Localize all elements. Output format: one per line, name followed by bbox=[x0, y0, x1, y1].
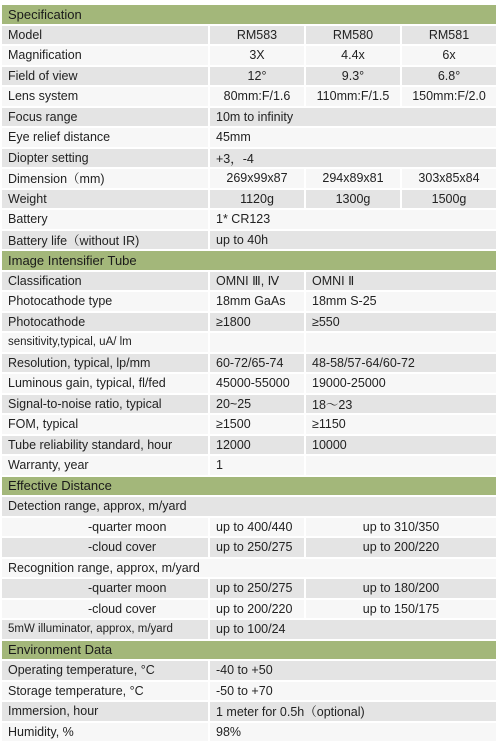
row-dimension: Dimension（mm) 269x99x87 294x89x81 303x85x84 bbox=[2, 169, 496, 188]
row-magnification: Magnification 3X 4.4x 6x bbox=[2, 46, 496, 65]
row-focus-range: Focus range 10m to infinity bbox=[2, 108, 496, 127]
row-signal-to-noise: Signal-to-noise ratio, typical 20~25 18～23 bbox=[2, 395, 496, 414]
row-battery-life: Battery life（without IR) up to 40h bbox=[2, 231, 496, 250]
row-photocathode-type: Photocathode type 18mm GaAs 18mm S-25 bbox=[2, 292, 496, 311]
section-header-environment: Environment Data bbox=[2, 641, 496, 660]
row-lens-system: Lens system 80mm:F/1.6 110mm:F/1.5 150mm:F/2.0 bbox=[2, 87, 496, 106]
row-recognition-quarter-moon: -quarter moon up to 250/275 up to 180/200 bbox=[2, 579, 496, 598]
row-diopter: Diopter setting +3，-4 bbox=[2, 149, 496, 168]
row-battery: Battery 1* CR123 bbox=[2, 210, 496, 229]
row-luminous-gain: Luminous gain, typical, fl/fed 45000-55000 19000-25000 bbox=[2, 374, 496, 393]
row-operating-temperature: Operating temperature, °C -40 to +50 bbox=[2, 661, 496, 680]
row-fom: FOM, typical ≥1500 ≥1150 bbox=[2, 415, 496, 434]
row-photocathode: Photocathode ≥1800 ≥550 bbox=[2, 313, 496, 332]
row-field-of-view: Field of view 12° 9.3° 6.8° bbox=[2, 67, 496, 86]
row-warranty: Warranty, year 1 bbox=[2, 456, 496, 475]
row-weight: Weight 1120g 1300g 1500g bbox=[2, 190, 496, 209]
row-tube-reliability: Tube reliability standard, hour 12000 10000 bbox=[2, 436, 496, 455]
row-resolution: Resolution, typical, lp/mm 60-72/65-74 48-58/57-64/60-72 bbox=[2, 354, 496, 373]
row-illuminator: 5mW illuminator, approx, m/yard up to 100/24 bbox=[2, 620, 496, 639]
row-eye-relief: Eye relief distance 45mm bbox=[2, 128, 496, 147]
row-model: Model RM583 RM580 RM581 bbox=[2, 26, 496, 45]
spec-table bbox=[2, 3, 496, 743]
row-recognition-range: Recognition range, approx, m/yard bbox=[2, 559, 496, 578]
row-humidity: Humidity, % 98% bbox=[2, 723, 496, 742]
row-detection-range: Detection range, approx, m/yard bbox=[2, 497, 496, 516]
row-immersion: Immersion, hour 1 meter for 0.5h（optional) bbox=[2, 702, 496, 721]
section-header-effective-distance: Effective Distance bbox=[2, 477, 496, 496]
row-detection-cloud-cover: -cloud cover up to 250/275 up to 200/220 bbox=[2, 538, 496, 557]
row-detection-quarter-moon: -quarter moon up to 400/440 up to 310/350 bbox=[2, 518, 496, 537]
row-storage-temperature: Storage temperature, °C -50 to +70 bbox=[2, 682, 496, 701]
specification-sheet bbox=[2, 3, 496, 743]
row-sensitivity: sensitivity,typical, uA/ lm bbox=[2, 333, 496, 352]
row-classification: Classification OMNI Ⅲ, Ⅳ OMNI Ⅱ bbox=[2, 272, 496, 291]
section-header-intensifier: Image Intensifier Tube bbox=[2, 251, 496, 270]
section-header-specification: Specification bbox=[2, 5, 496, 24]
row-recognition-cloud-cover: -cloud cover up to 200/220 up to 150/175 bbox=[2, 600, 496, 619]
